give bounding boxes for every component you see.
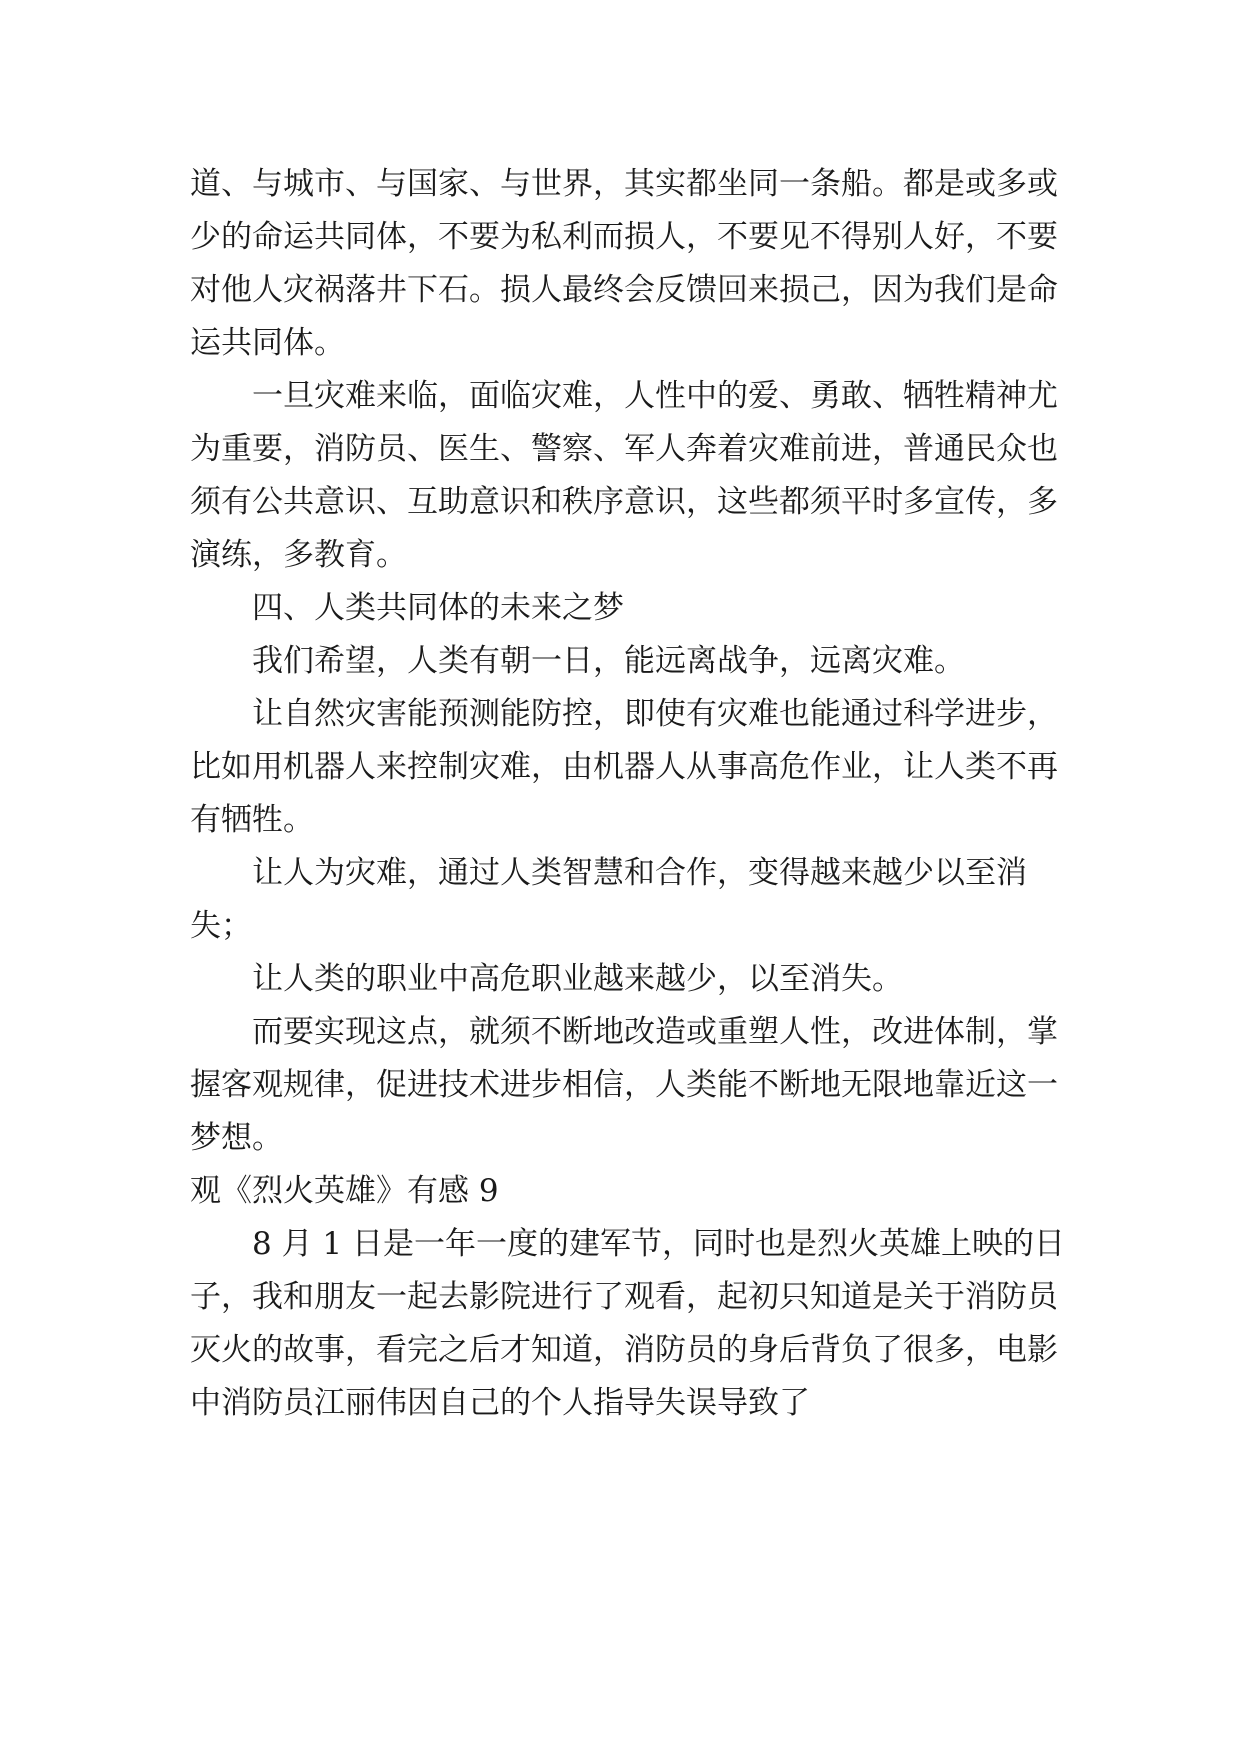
paragraph-human-disaster: 让人为灾难，通过人类智慧和合作，变得越来越少以至消失； bbox=[190, 855, 1027, 944]
paragraph-high-risk-jobs: 让人类的职业中高危职业越来越少，以至消失。 bbox=[252, 961, 903, 997]
article-title: 观《烈火英雄》有感 9 bbox=[190, 1173, 499, 1209]
paragraph-army-day: 8 月 1 日是一年一度的建军节，同时也是烈火英雄上映的日子，我和朋友一起去影院进行了观看，起初只知道是关于消防员灭火的故事，看完之后才知道，消防员的身后背负了很多，电影中消防员江丽伟因自己的个人指导失误导致了 bbox=[190, 1226, 1066, 1421]
paragraph-continuation: 道、与城市、与国家、与世界，其实都坐同一条船。都是或多或少的命运共同体，不要为私利而损人，不要见不得别人好，不要对他人灾祸落井下石。损人最终会反馈回来损己，因为我们是命运共同体。 bbox=[190, 166, 1058, 361]
section-heading-future-dream: 四、人类共同体的未来之梦 bbox=[252, 590, 624, 626]
paragraph-hope: 我们希望，人类有朝一日，能远离战争，远离灾难。 bbox=[252, 643, 965, 679]
paragraph-natural-disaster: 让自然灾害能预测能防控，即使有灾难也能通过科学进步，比如用机器人来控制灾难，由机器人从事高危作业，让人类不再有牺牲。 bbox=[190, 696, 1058, 838]
paragraph-achieve-dream: 而要实现这点，就须不断地改造或重塑人性，改进体制，掌握客观规律，促进技术进步相信，人类能不断地无限地靠近这一梦想。 bbox=[190, 1014, 1058, 1156]
document-body bbox=[190, 158, 1075, 1430]
paragraph-disaster-response: 一旦灾难来临，面临灾难，人性中的爱、勇敢、牺牲精神尤为重要，消防员、医生、警察、军人奔着灾难前进，普通民众也须有公共意识、互助意识和秩序意识，这些都须平时多宣传，多演练，多教育。 bbox=[190, 378, 1058, 573]
